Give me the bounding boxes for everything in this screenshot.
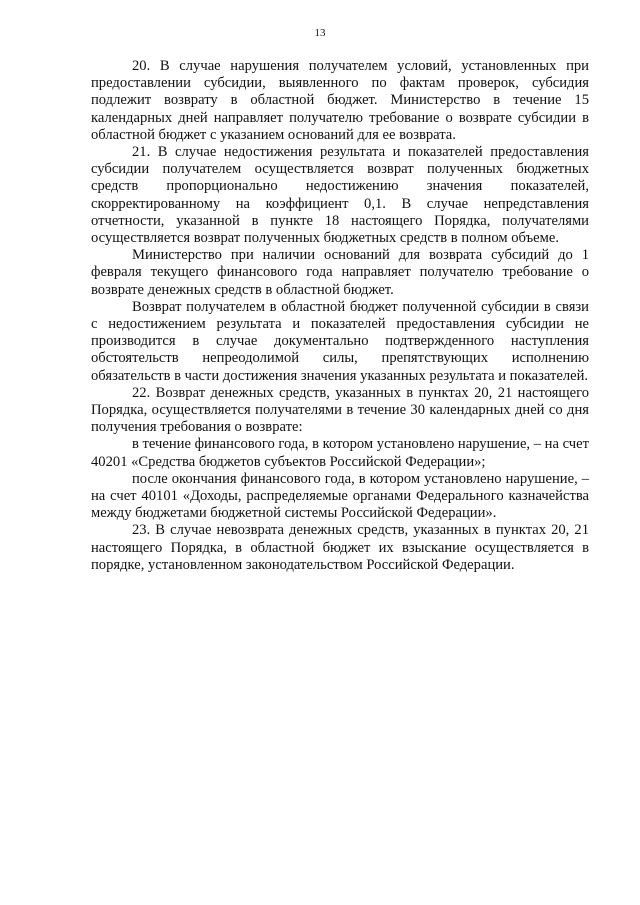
paragraph-23: 23. В случае невозврата денежных средств, указанных в пунктах 20, 21 настоящего Порядка, в областной бюджет их взыскание осуществляется в порядке, установленном законодательством Российской Федерации. [91, 522, 589, 573]
paragraph-force-majeure: Возврат получателем в областной бюджет полученной субсидии в связи с недостижением результата и показателей предоставления субсидии не производится в случае документально подтвержденного наступления обстоятельств непреодолимой силы, препятствующих исполнению обязательств в части достижения значения указанных результата и показателей. [91, 298, 589, 384]
document-body [91, 58, 589, 574]
paragraph-22: 22. Возврат денежных средств, указанных в пунктах 20, 21 настоящего Порядка, осуществляется получателями в течение 30 календарных дней со дня получения требования о возврате: [91, 384, 589, 436]
paragraph-ministry-deadline: Министерство при наличии оснований для возврата субсидий до 1 февраля текущего финансового года направляет получателю требование о возврате денежных средств в областной бюджет. [91, 247, 589, 298]
paragraph-account-40201: в течение финансового года, в котором установлено нарушение, – на счет 40201 «Средства бюджетов субъектов Российской Федерации»; [91, 436, 589, 470]
page-number: 13 [314, 27, 326, 39]
paragraph-account-40101: после окончания финансового года, в котором установлено нарушение, – на счет 40101 «Доходы, распределяемые органами Федерального казначейства между бюджетами бюджетной системы Российской Федерации». [91, 470, 589, 522]
paragraph-20: 20. В случае нарушения получателем условий, установленных при предоставлении субсидии, выявленного по фактам проверок, субсидия подлежит возврату в областной бюджет. Министерство в течение 15 календарных дней направляет получателю требование о возврате субсидии в областной бюджет с указанием оснований для ее возврата. [91, 58, 589, 143]
paragraph-21: 21. В случае недостижения результата и показателей предоставления субсидии получателем осуществляется возврат полученных бюджетных средств пропорционально недостижению значения показателей, скорректированному на коэффициент 0,1. В случае непредставления отчетности, указанной в пункте 18 настоящего Порядка, получателями осуществляется возврат полученных бюджетных средств в полном объеме. [91, 144, 589, 247]
